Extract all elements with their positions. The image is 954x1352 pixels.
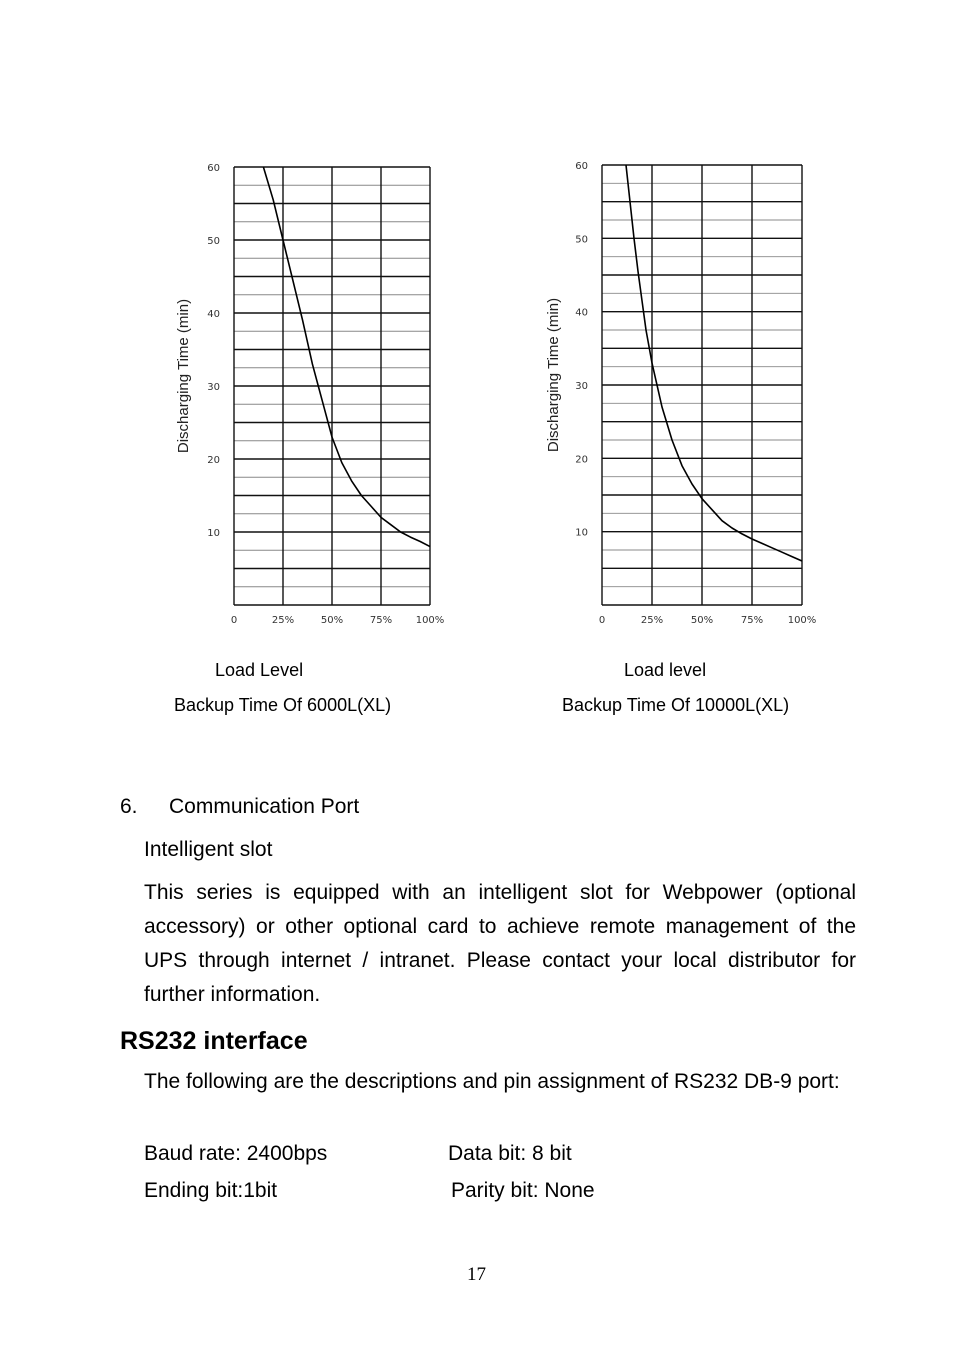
x-tick-label: 75% [369,615,393,626]
chart-xlabel-6000: Load Level [215,660,304,680]
section-subtitle: Intelligent slot [144,838,273,861]
x-tick-label: 50% [690,615,714,626]
series-line [263,167,430,547]
y-tick-label: 40 [575,307,588,319]
y-tick-label: 30 [207,382,220,393]
rs232-parity-bit: Parity bit: None [451,1179,595,1202]
chart-backup-10000 [540,155,840,635]
y-tick-label: 20 [575,454,588,466]
y-axis-label: Discharging Time (min) [175,298,192,454]
x-tick-label: 25% [640,615,664,626]
section-title: Communication Port [169,795,360,818]
x-tick-label: 75% [740,615,764,626]
y-tick-label: 20 [207,455,220,466]
y-tick-label: 40 [207,309,220,320]
x-tick-label: 100% [415,615,445,626]
x-tick-label: 50% [320,615,344,626]
x-tick-label: 100% [787,615,817,626]
chart-xlabel-10000: Load level [624,660,707,680]
chart-svg-6000 [170,155,460,635]
chart-svg-10000 [540,155,840,635]
rs232-ending-bit: Ending bit:1bit [144,1179,278,1202]
y-tick-label: 60 [575,161,588,172]
x-tick-label: 0 [230,615,238,626]
rs232-data-bit: Data bit: 8 bit [448,1142,572,1165]
rs232-heading: RS232 interface [120,1027,308,1055]
section-number: 6. [120,795,138,818]
y-tick-label: 50 [575,234,588,246]
rs232-baud-rate: Baud rate: 2400bps [144,1142,328,1165]
y-tick-label: 10 [207,528,220,539]
chart-caption-10000: Backup Time Of 10000L(XL) [562,695,790,715]
x-tick-label: 0 [598,615,606,626]
x-tick-label: 25% [271,615,295,626]
y-tick-label: 30 [575,381,588,392]
y-tick-label: 60 [207,163,220,174]
y-tick-label: 10 [575,527,588,539]
chart-caption-6000: Backup Time Of 6000L(XL) [174,695,392,715]
y-axis-label: Discharging Time (min) [545,297,562,453]
section-paragraph: This series is equipped with an intelligent slot for Webpower (optional accessory) or other optional card to achieve remote management of the UPS through internet / intranet. Please contact your local distributor for further information. [144,881,856,1006]
rs232-description: The following are the descriptions and pin assignment of RS232 DB-9 port: [144,1070,840,1093]
y-tick-label: 50 [207,236,220,247]
chart-backup-6000 [170,155,460,635]
page-number: 17 [467,1264,486,1285]
